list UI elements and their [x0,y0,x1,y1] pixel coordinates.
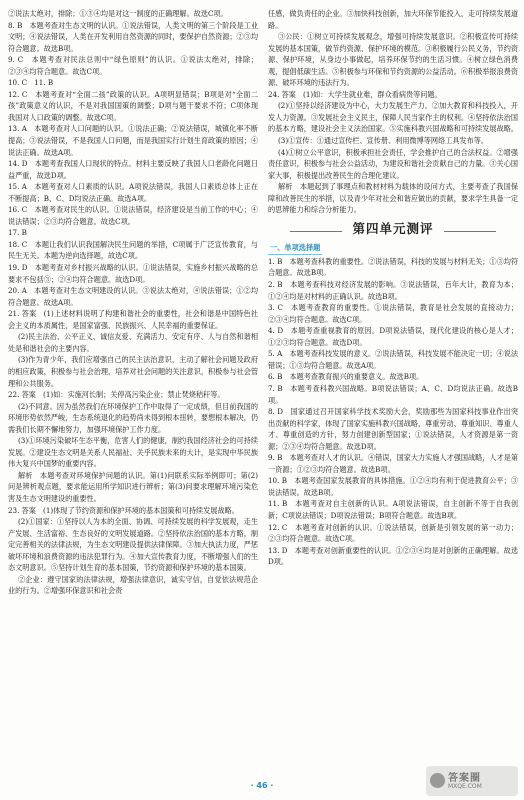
paragraph: (2)①国家：①坚持以人为本的全面、协调、可持续发展的科学发展观，走生产发展、生活富裕、生态良好的文明发展道路。②坚持依法治国的基本方略，制定完善相关的法律法规，为生态文明建设提供法律保障。③加大执法力度，严惩破坏环境和浪费资源的违法犯罪行为。④加大宣传教育力度，不断增强人们的生态文明意识。⑤坚持计划生育的基本国策，节约资源和保护环境的基本国策。 [8,517,258,573]
paragraph: (2)民主法治、公平正义、诚信友爱、充满活力、安定有序、人与自然和谐相处是和谐社会的主要内容。 [8,332,258,353]
paragraph: 8. B 本题考查对生态文明的认识。①说法错误，人类文明的第三个阶段是工业文明；④说法错误，人类在开发利用自然资源的同时，要保护自然资源；②③均符合题意。故选B项。 [8,20,258,53]
watermark-text: 答案圈 [448,773,481,784]
paragraph: 10. B 本题考查国家发展教育的具体措施。①②④均有利于促进教育公平；③说法错误。故选B项。 [268,476,518,497]
paragraph: 19. D 本题考查对乡村振兴战略的认识。①说法错误，实施乡村振兴战略的总要求不包括③；②④均符合题意。故选D项。 [8,263,258,284]
paragraph: 10. C 11. B [8,78,54,88]
paragraph: 3. C 本题考查教育的重要性。①说法错误，教育是社会发展的直接动力；②③④均符合题意。故选C项。 [268,303,518,324]
paragraph: 20. A 本题考查对生态文明建设的认识。③说法太绝对，④说法错误；①②均符合题意。故选A项。 [8,286,258,307]
paragraph: ②企业：遵守国家的法律法规，增强法律意识，诚实守信，自觉依法规范企业的行为。②增强环保意识和社会责 [8,574,258,596]
paragraph: 13. A 本题考查对人口问题的认识。①说法正确；②说法错误，城镇化率不断提高；③说法错误，不是我国人口问题，而是我国实行计划生育政策的原因；④说法正确。故选A项。 [8,124,258,157]
paragraph: (3)①环境污染破坏生态平衡，危害人们的健康，制约我国经济社会的可持续发展。②建设生态文明是关系人民福祉、关乎民族未来的大计，是实现中华民族伟大复兴中国梦的重要内容。 [8,436,258,469]
page-number: · 46 · [250,781,274,790]
paragraph: 22. 答案 (1)如：实施河长制；关停高污染企业；禁止焚烧秸秆等。 [8,390,225,400]
paragraph: 7. B 本题考查科教兴国战略。B项说法错误；A、C、D均说法正确。故选B项。 [268,383,518,405]
paragraph: 1. B 本题考查科教的重要性。②说法错误，科技的发展与材料无关；①③均符合题意。故选B项。 [268,256,518,278]
paragraph: 任感，做负责任的企业。③加快科技创新，加大环保节能投入，走可持续发展道路。 [268,9,518,30]
right-column [268,8,518,568]
paragraph: 9. C 本题考查对民法总则中“绿色原则”的认识。①说法太绝对，排除；②③④均符合题意。故选C项。 [8,55,258,76]
watermark [426,766,518,796]
paragraph: 解析 本题起到了事理点和教材材料为载体的设问方式，主要考查了我国保障和改善民生的举措，以及青少年对社会和谐应做出的贡献，要求学生具备一定的思辨能力和综合分析能力。 [268,182,518,215]
paragraph: 9. B 本题考查对人才的认识。④错误，国家大力实施人才强国战略，人才是第一资源；①②③均符合题意。故选B项。 [268,453,518,474]
paragraph: (2)①坚持以经济建设为中心，大力发展生产力。②加大教育和科技投入，开发人力资源。③发展社会主义民主，保障人民当家作主的权利。④坚持依法治国的基本方略，建设社会主义法治国家。⑤实施科教兴国战略和可持续发展战略。 [268,101,518,134]
paragraph: ③公民：①树立可持续发展观念，增强可持续发展意识。②积极宣传可持续发展的基本国策，做节约资源、保护环境的模范。③积极履行公民义务，节约资源、保护环境，从身边小事做起，培养环保节约的生活习惯。④树立绿色消费观，提倡低碳生活。⑤积极参与环保和节约资源的公益活动。⑥积极举报浪费资源、破坏环境的违法行为。 [268,32,518,88]
paragraph: 15. A 本题考查对人口素质的认识。A项说法错误，我国人口素质总体上正在不断提高；B、C、D均说法正确。故选A项。 [8,182,258,203]
paragraph: 6. B 本题考查教育振兴的重要意义。故选B项。 [268,372,424,382]
paragraph: ②说法太绝对，排除；①③④均是对这一制度的正确理解。故选C项。 [8,9,228,18]
paragraph: 4. D 本题考查重视教育的原因。D项说法错误，现代化建设的核心是人才；①②③均符合题意。故选D项。 [268,326,518,347]
section-label: 一、单项选择题 [268,242,322,255]
paragraph: 21. 答案 (1)上述材料说明了构建和谐社会的重要性，社会和谐是中国特色社会主义的本质属性，是国家富强、民族振兴、人民幸福的重要保证。 [8,309,258,330]
paragraph: 18. C 本题让我们认识我国解决民生问题的举措，C项属于广泛宣传教育，与民生无关。本题为逆向选择题，故选C项。 [8,239,258,261]
paragraph: (2)不同意。因为虽然我们在环境保护工作中取得了一定成绩，但目前我国的环境形势依然严峻，生态系统退化的趋势尚未得到根本扭转，要想根本解决，仍需我们长期不懈地努力，加强环境保护工作力度。 [8,401,258,434]
paragraph: 2. B 本题考查科技对经济发展的影响。③说法错误，百年大计，教育为本；①②④均是对材料的正确认识。故选B项。 [268,280,518,301]
paragraph: 24. 答案 (1)如：大学生就业难，群众看病贵等问题。 [268,89,442,99]
paragraph: 23. 答案 (1)体现了节约资源和保护环境的基本国策和可持续发展战略。 [8,505,239,515]
paragraph: 14. D 本题考查我国人口现状的特点。材料主要反映了我国人口老龄化问题日益严重，故选D项。 [8,159,258,180]
left-column [8,8,258,597]
paragraph: (4)①树立公平意识，积极承担社会责任，学会推护自己的合法权益。②增强责任意识，积极参与社会公益活动，为建设和谐社会贡献自己的力量。③关心国家大事，积极提出改善民生的合理化建议。 [268,147,518,180]
paragraph: 解析 本题考查对环境保护问题的认识。第(1)问联系实际举例即可；第(2)问是辨析观点题，要求能运用所学知识进行辨析；第(3)问要求理解环境污染危害及生态文明建设的重要性。 [8,470,258,503]
circle-logo-icon [430,773,445,788]
watermark-url: MXQE.COM [448,783,482,790]
paragraph: 17. B [8,228,27,238]
paragraph: 16. C 本题考查对民生的认识。①说法错误，经济建设是当前工作的中心；④说法错误；②③均符合题意。故选C项。 [8,205,258,226]
paragraph: (3)作为青少年，我们应增强自己的民主法治意识，主动了解社会问题及政府的相应政策，积极参与社会治理，培养对社会问题的关注意识，积极参与社会管理和公共服务。 [8,355,258,388]
paragraph: 12. C 本题考查对创新的认识。①说法错误，创新是引领发展的第一动力；②③均符合题意。故选C项。 [268,522,518,544]
paragraph: (3)①宣传：①通过宣传栏、宣传册、利用微博等网络工具发布等。 [278,136,489,146]
paragraph: 12. C 本题考查对“全面二孩”政策的认识。A项明显错误；B项是对“全面二孩”政策意义的认识，不是对我国国策的调整；D项与题干要求不符；C项体现我国对人口政策的调整。故选C项。 [8,89,258,122]
paragraph: 5. A 本题考查科技发展的意义。②说法错误，科技发展不能决定一切；④说法错误；①③均符合题意。故选A项。 [268,349,518,370]
paragraph: 8. D 国家通过召开国家科学技术奖励大会，奖励那些为国家科技事业作出突出贡献的科学家，体现了国家实施科教兴国战略，尊重劳动、尊重知识、尊重人才、尊重创造的方针，努力创建创新型国家；①说法错误，人才资源是第一资源；②③④均符合题意。故选D项。 [268,407,518,451]
paragraph: 13. D 本题考查对创新重要性的认识。①②③④均是对创新的正确理解。故选D项。 [268,545,518,567]
paragraph: 11. B 本题考查对自主创新的认识。A项说法错误，自主创新不等于自我创新；C项说法错误；D项说法错误；B项符合题意。故选B项。 [268,499,518,520]
unit-title: 第四单元测评 [268,223,518,235]
